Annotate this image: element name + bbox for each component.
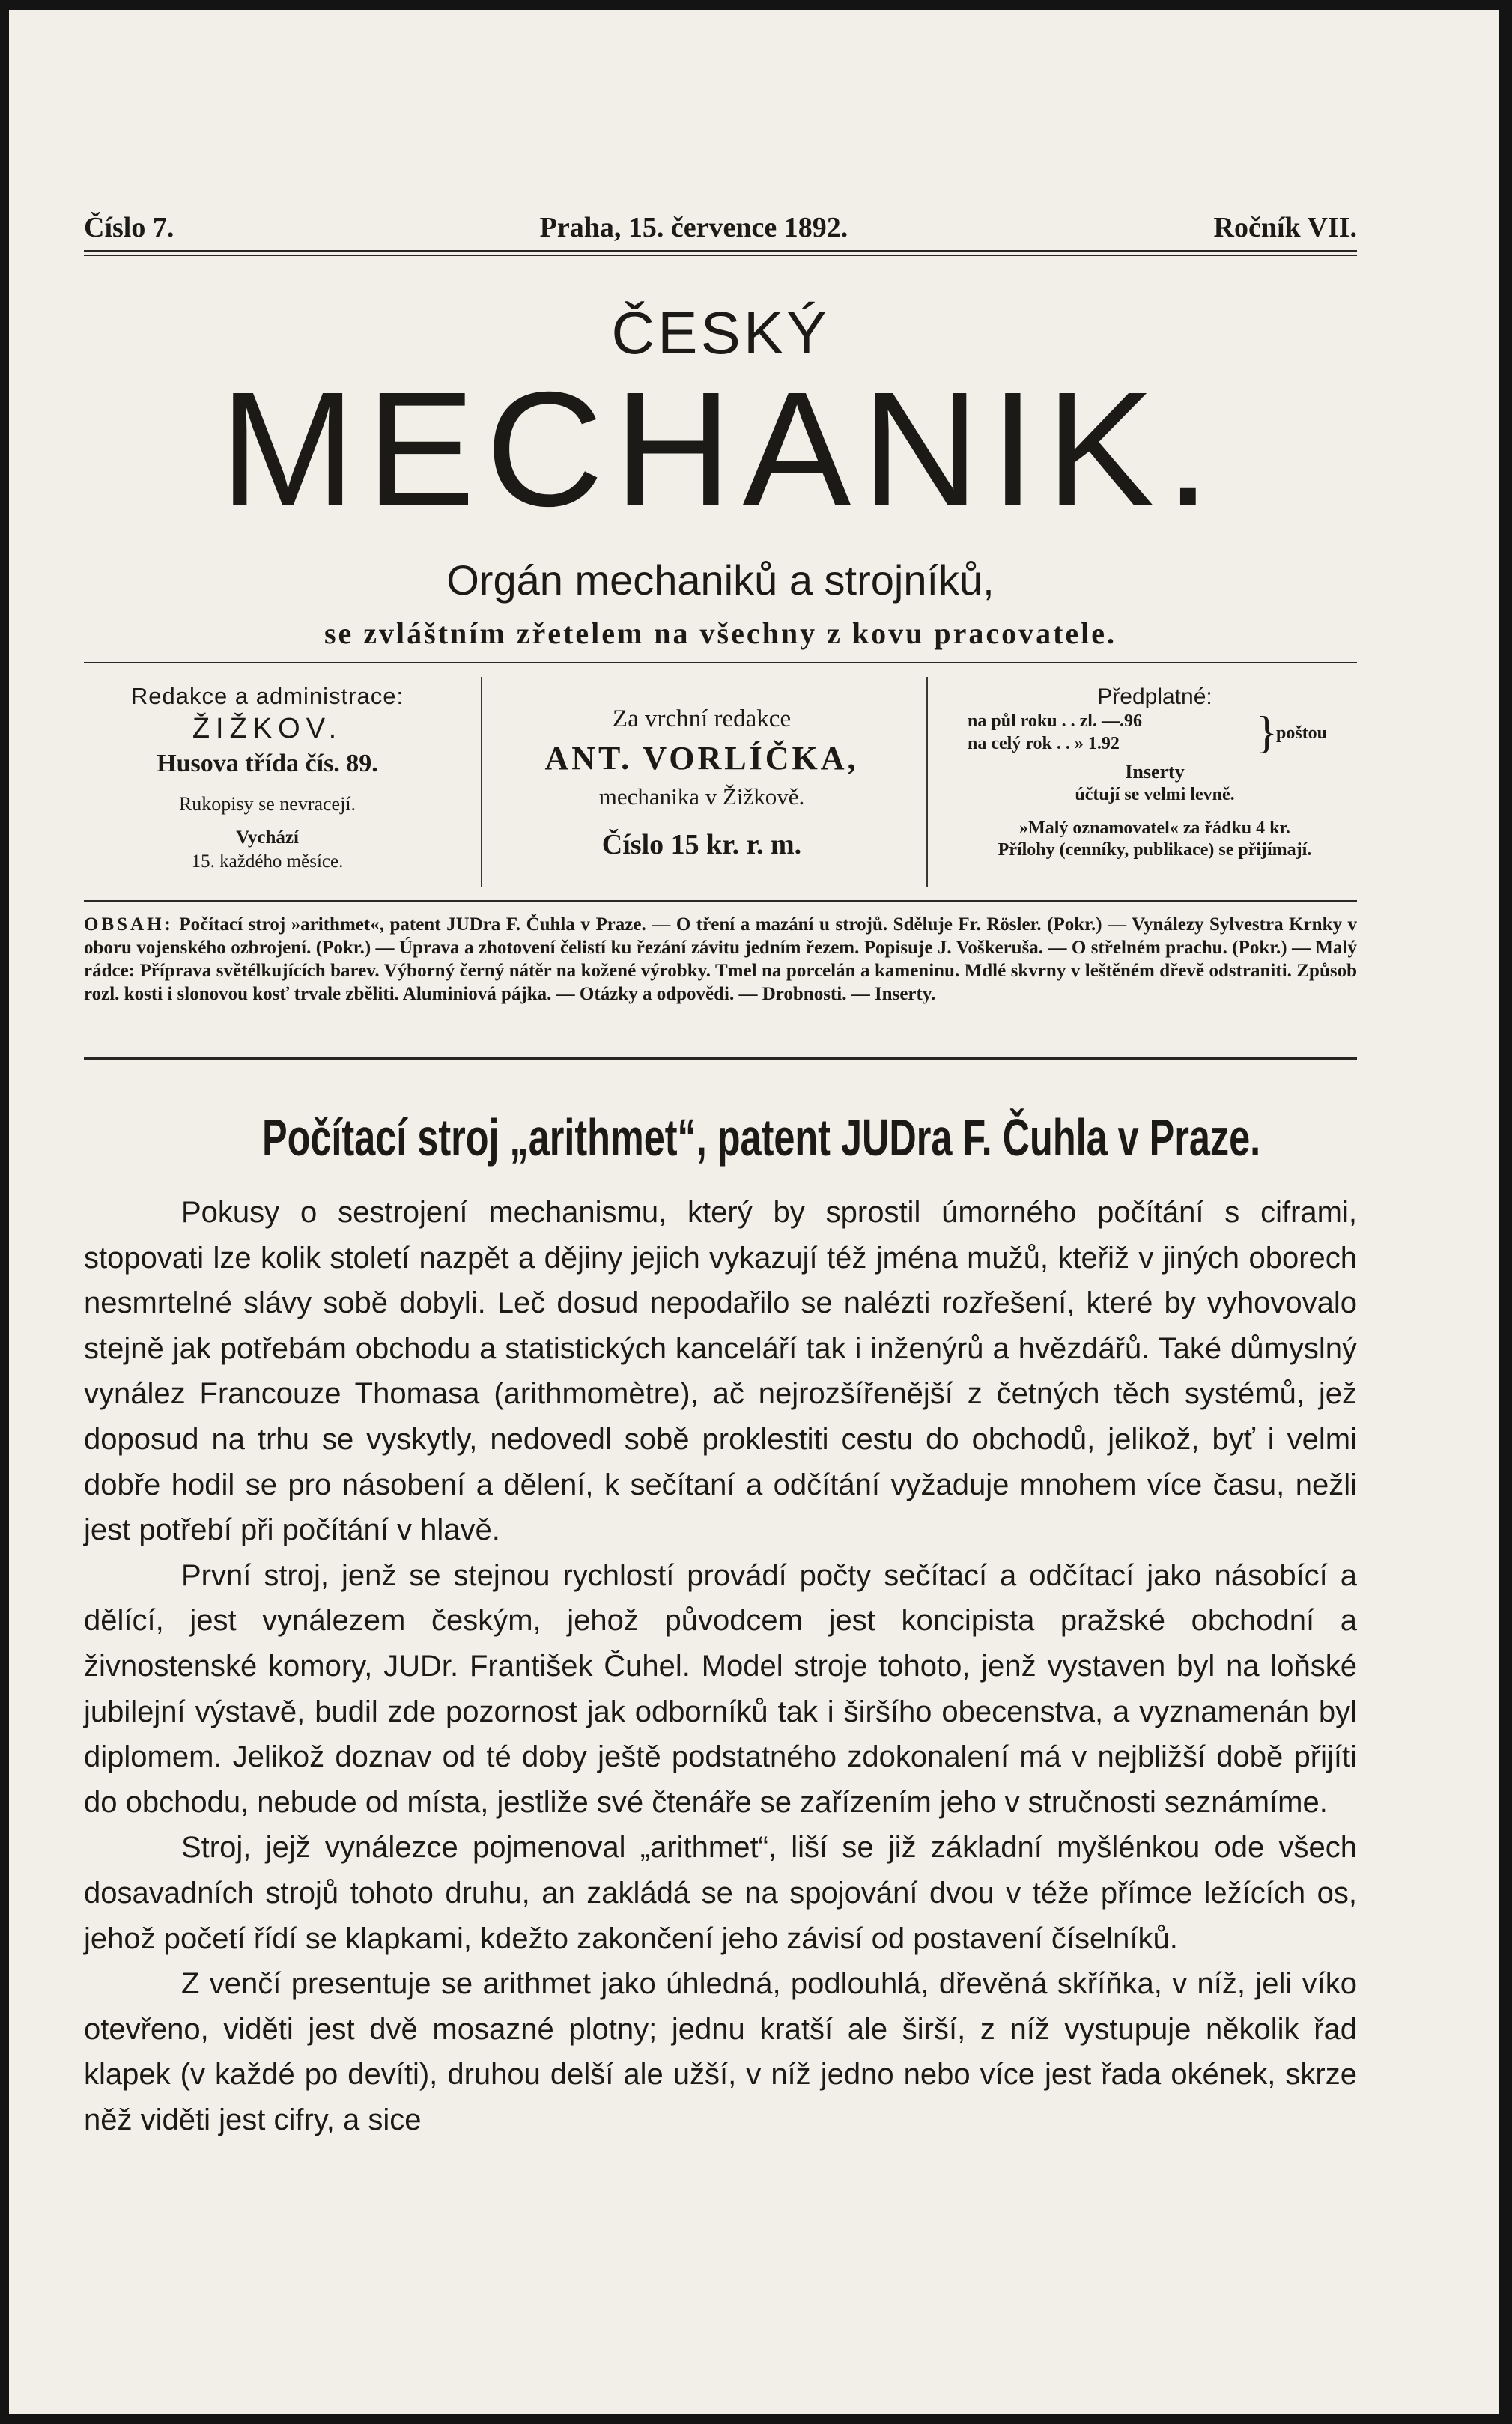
published-frequency: 15. každého měsíce. bbox=[191, 851, 344, 872]
article-paragraph: Stroj, jejž vynálezce pojmenoval „arithmet“, liší se již základní myšlénkou ode všech dosavadních strojů tohoto druhu, an zakládá se na spojování dvou v téže přímce ležících os, jehož početí řídí se klapkami, kdežto zakončení jeho závisí od postavení číselníků. bbox=[84, 1831, 1357, 1955]
supplements-note: Přílohy (cenníky, publikace) se přijímají. bbox=[998, 840, 1312, 860]
office-town: ŽIŽKOV. bbox=[192, 713, 343, 744]
contents-rule bbox=[84, 1057, 1357, 1060]
editor-name: ANT. VORLÍČKA, bbox=[544, 740, 859, 777]
header-rule bbox=[84, 250, 1357, 252]
column-divider bbox=[926, 677, 928, 887]
masthead-tagline: se zvláštním zřetelem na všechny z kovu pracovatele. bbox=[324, 616, 1117, 650]
column-divider bbox=[481, 677, 482, 887]
contents-label: OBSAH: bbox=[84, 914, 174, 935]
article-title: Počítací stroj „arithmet“, patent JUDra F. Čuhla v Praze. bbox=[262, 1108, 1261, 1167]
editorial-office bbox=[84, 669, 451, 894]
editor-role: mechanika v Žižkově. bbox=[598, 783, 805, 809]
inserts-text: účtují se velmi levně. bbox=[1075, 785, 1235, 804]
contents-text: Počítací stroj »arithmet«, patent JUDra F. Čuhla v Praze. — O tření a mazání u strojů. Sděluje Fr. Rösler. (Pokr.) — Vynálezy Sylvestra Krnky v oboru vojenského ozbrojení. (Pokr.) — Úprava a zhotovení čelistí ku řezání závitu jedním řezem. Popisuje J. Voškeruša. — O střelném prachu. (Pokr.) — Malý rádce: Příprava světélkujících barev. Výborný černý nátěr na kožené výrobky. Tmel na porcelán a kameninu. Mdlé skvrny v leštěném dřevě odstraniti. Způsob rozl. kosti i slonovou kosť trvale zběliti. Aluminiová pájka. — Otázky a odpovědi. — Drobnosti. — Inserty. bbox=[84, 914, 1358, 1004]
subscription-heading: Předplatné: bbox=[1097, 684, 1212, 709]
chief-editor bbox=[507, 669, 896, 894]
published-label: Vychází bbox=[236, 827, 299, 848]
article-paragraph: První stroj, jenž se stejnou rychlostí provádí počty sečítací a odčítací jako násobící a dělící, jest vynálezem českým, jehož původcem jest koncipista pražské obchodní a živnostenské komory, JUDr. František Čuhel. Model stroje tohoto, jenž vystaven byl na loňské jubilejní výstavě, budil zde pozornost jak odborníků tak i širšího obecenstva, a vyznamenán byl diplomem. Jelikož doznav od té doby ještě podstatného zdokonalení má v nejbližší době přijíti do obchodu, nebude od místa, jestliže své čtenáře se zařízením jeho v stručnosti seznámíme. bbox=[84, 1558, 1357, 1819]
volume-number: Ročník VII. bbox=[1213, 212, 1357, 243]
masthead-small-title: ČESKÝ bbox=[611, 300, 830, 366]
issue-date: Praha, 15. července 1892. bbox=[539, 212, 848, 243]
info-rule bbox=[84, 900, 1357, 902]
masthead-rule bbox=[84, 662, 1357, 663]
issue-number: Číslo 7. bbox=[84, 212, 174, 243]
editor-label: Za vrchní redakce bbox=[612, 705, 792, 732]
price-postage-note: poštou bbox=[1276, 723, 1328, 743]
subscription-info bbox=[953, 669, 1357, 894]
newspaper-page bbox=[9, 10, 1499, 2414]
masthead-subtitle: Orgán mechaniků a strojníků, bbox=[446, 556, 995, 604]
table-of-contents bbox=[84, 913, 1357, 1006]
price-full-year: na celý rok . . » 1.92 bbox=[968, 734, 1120, 753]
office-address: Husova třída čís. 89. bbox=[157, 750, 378, 777]
header-rule-thin bbox=[84, 255, 1357, 256]
info-block bbox=[84, 669, 1357, 894]
brace-glyph: } bbox=[1256, 708, 1278, 757]
article-paragraph: Pokusy o sestrojení mechanismu, který by sprostil úmorného počítání s ciframi, stopovati lze kolik století nazpět a dějiny jejich vykazují též jména mužů, kteřiž v jiných oborech nesmrtelné slávy sobě dobyli. Leč dosud nepodařilo se nalézti rozřešení, které by vyhovovalo stejně jak potřebám obchodu a statistických kanceláří tak i inženýrů a hvězdářů. Také důmyslný vynález Francouze Thomasa (arithmomètre), ač nejrozšířenější z četných těch systémů, jež doposud na trhu se vyskytly, nedovedl sobě proklestiti cestu do obchodů, jelikož, byť i velmi dobře hodil se pro násobení a dělení, k sečítaní a odčítání vyžaduje mnohem více času, nežli jest potřebí při počítání v hlavě. bbox=[84, 1196, 1357, 1547]
article-paragraph: Z venčí presentuje se arithmet jako úhledná, podlouhlá, dřevěná skříňka, v níž, jeli víko otevřeno, viděti jest dvě mosazné plotny; jednu kratší ale širší, z níž vystupuje několik řad klapek (v každé po devíti), druhou delší ale užší, v níž jedno nebo více jest řada okének, skrze něž viděti jest cifry, a sice bbox=[84, 1967, 1357, 2136]
issue-header bbox=[84, 211, 1357, 244]
office-label: Redakce a administrace: bbox=[130, 683, 404, 709]
price-half-year: na půl roku . . zl. —.96 bbox=[968, 711, 1142, 731]
masthead-title: MECHANIK. bbox=[219, 359, 1221, 541]
subscription-prices bbox=[953, 708, 1357, 758]
article-body bbox=[84, 1190, 1357, 2142]
manuscripts-note: Rukopisy se nevracejí. bbox=[178, 793, 356, 815]
inserts-heading: Inserty bbox=[1125, 761, 1185, 783]
issue-price: Číslo 15 kr. r. m. bbox=[601, 829, 802, 860]
small-ads-note: »Malý oznamovatel« za řádku 4 kr. bbox=[1019, 818, 1290, 838]
